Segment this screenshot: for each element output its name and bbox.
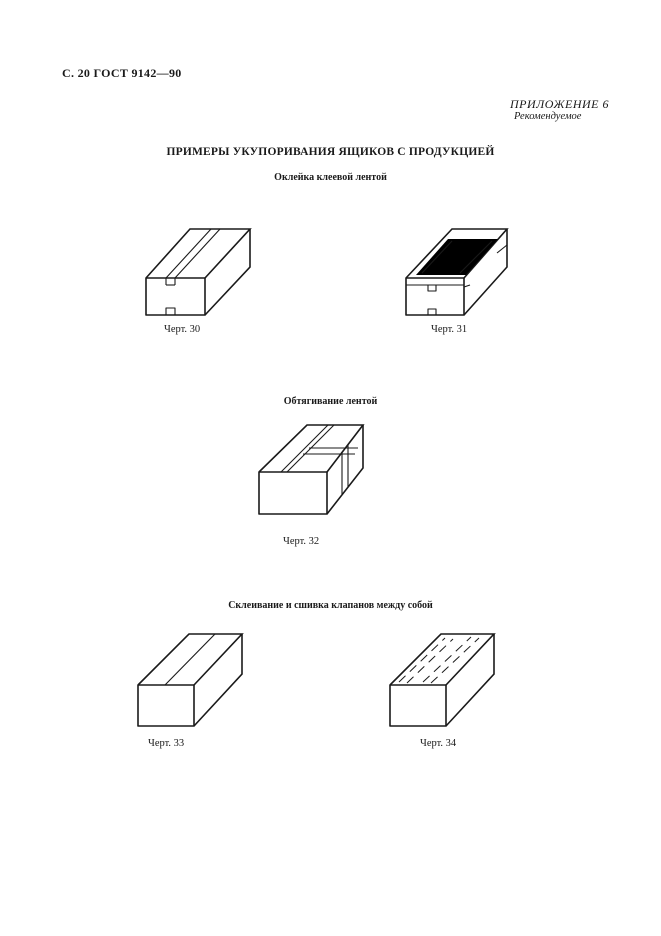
section-title-tape-sealing: Оклейка клеевой лентой <box>274 172 387 183</box>
section-title-strapping: Обтягивание лентой <box>283 396 378 407</box>
figure-32-strapped-box <box>255 420 370 520</box>
caption-figure-31: Черт. 31 <box>431 324 468 335</box>
caption-figure-32: Черт. 32 <box>283 536 320 547</box>
section-title-flap-joining: Склеивание и сшивка клапанов между собой <box>228 600 433 611</box>
caption-figure-33: Черт. 33 <box>148 738 185 749</box>
appendix-label: ПРИЛОЖЕНИЕ 6 <box>510 97 609 111</box>
figure-33-glued-flaps-box <box>133 630 248 730</box>
caption-figure-34: Черт. 34 <box>420 738 457 749</box>
figure-31-taped-box <box>402 225 512 320</box>
figure-34-stitched-flaps-box <box>385 630 500 730</box>
caption-figure-30: Черт. 30 <box>164 324 201 335</box>
recommended-label: Рекомендуемое <box>514 111 582 122</box>
figure-30-taped-box <box>140 225 255 320</box>
page-title: ПРИМЕРЫ УКУПОРИВАНИЯ ЯЩИКОВ С ПРОДУКЦИЕЙ <box>166 146 495 158</box>
page-header: С. 20 ГОСТ 9142—90 <box>62 66 182 80</box>
